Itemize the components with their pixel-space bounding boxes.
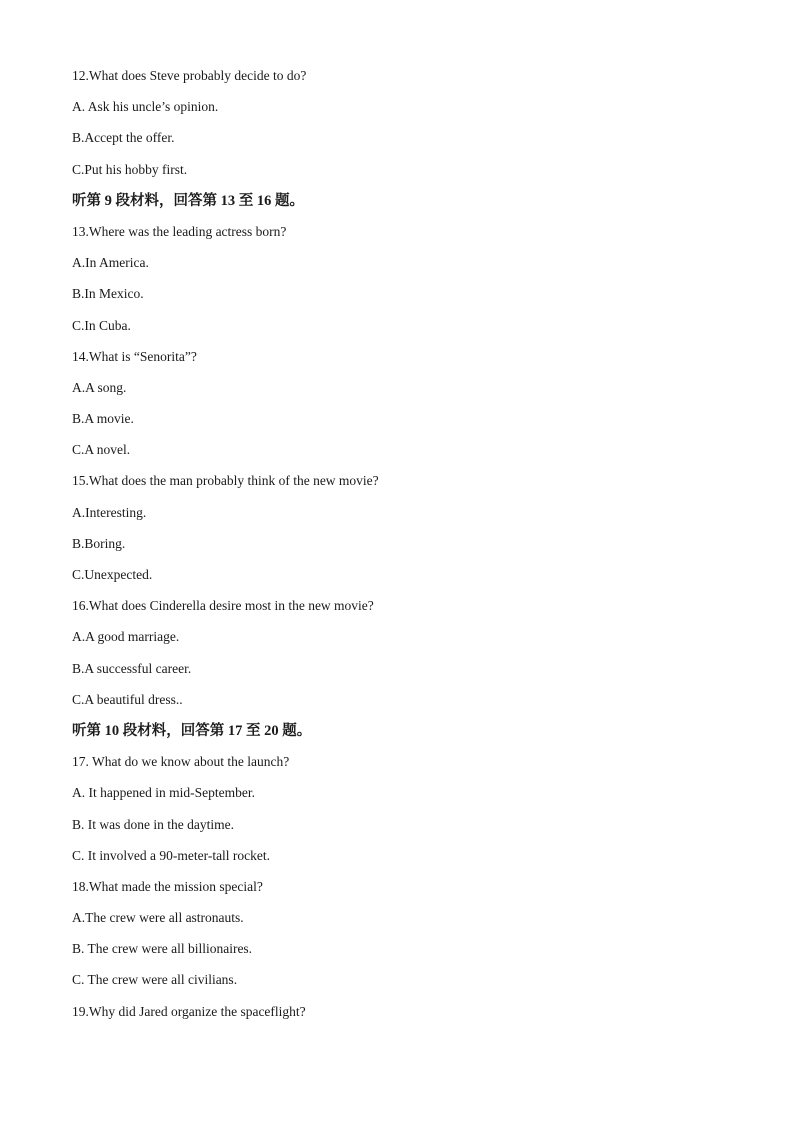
q15-option-a: A.Interesting. xyxy=(72,504,147,520)
q16-option-b: B.A successful career. xyxy=(72,660,192,676)
q16-option-a: A.A good marriage. xyxy=(72,629,180,645)
section-heading-9: 听第 9 段材料，回答第 13 至 16 题。 xyxy=(72,192,304,209)
q18-option-b: B. The crew were all billionaires. xyxy=(72,941,253,957)
question-16: 16.What does Cinderella desire most in the new movie? xyxy=(72,598,374,614)
question-19: 19.Why did Jared organize the spaceflight? xyxy=(72,1003,306,1019)
q17-option-a: A. It happened in mid-September. xyxy=(72,785,255,801)
q12-option-c: C.Put his hobby first. xyxy=(72,161,188,177)
q17-option-b: B. It was done in the daytime. xyxy=(72,816,234,832)
q17-option-c: C. It involved a 90-meter-tall rocket. xyxy=(72,847,271,863)
q13-option-c: C.In Cuba. xyxy=(72,317,131,333)
q15-option-b: B.Boring. xyxy=(72,535,126,551)
q13-option-b: B.In Mexico. xyxy=(72,286,144,302)
q12-option-a: A. Ask his uncle’s opinion. xyxy=(72,99,219,115)
question-18: 18.What made the mission special? xyxy=(72,878,263,894)
question-13: 13.Where was the leading actress born? xyxy=(72,223,287,239)
q15-option-c: C.Unexpected. xyxy=(72,567,153,582)
q12-option-b: B.Accept the offer. xyxy=(72,130,175,146)
question-12: 12.What does Steve probably decide to do? xyxy=(72,68,307,83)
q14-option-b: B.A movie. xyxy=(72,411,134,427)
q14-option-c: C.A novel. xyxy=(72,442,131,458)
q13-option-a: A.In America. xyxy=(72,255,149,271)
q14-option-a: A.A song. xyxy=(72,379,127,395)
question-14: 14.What is “Senorita”? xyxy=(72,348,197,364)
question-15: 15.What does the man probably think of the new movie? xyxy=(72,473,379,489)
section-heading-10: 听第 10 段材料，回答第 17 至 20 题。 xyxy=(72,722,312,739)
question-17: 17. What do we know about the launch? xyxy=(72,754,290,770)
document-page xyxy=(72,66,732,1033)
q16-option-c: C.A beautiful dress.. xyxy=(72,691,183,707)
q18-option-a: A.The crew were all astronauts. xyxy=(72,910,244,926)
q18-option-c: C. The crew were all civilians. xyxy=(72,972,238,988)
